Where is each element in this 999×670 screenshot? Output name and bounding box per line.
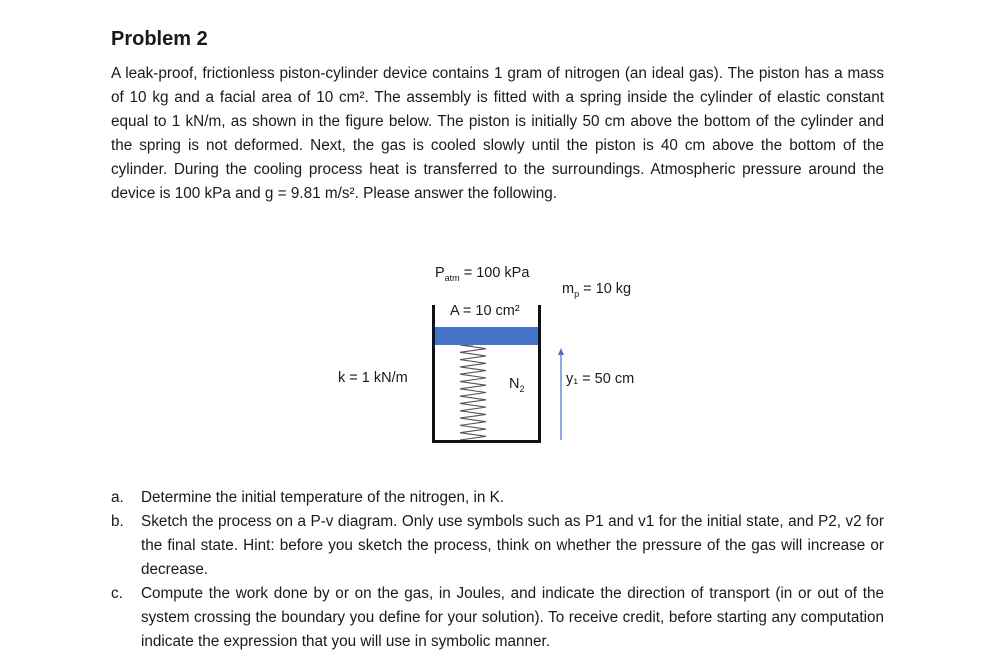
question-marker: b. [111,513,124,530]
spring-constant-label: k = 1 kN/m [338,370,408,386]
height-dimension-arrow-icon [558,348,572,440]
piston-cylinder-figure [330,258,670,448]
piston-area-label: A = 10 cm² [450,303,520,319]
piston [435,327,538,345]
initial-height-label: y₁ = 50 cm [566,371,635,387]
question-c [111,582,884,654]
gas-label: $N_2$ [509,376,525,394]
question-marker: a. [111,489,124,506]
question-text: Compute the work done by or on the gas, in Joules, and indicate the direction of transport (in or out of the system crossing the boundary you define for your solution). To receive credit, before starting any computation indicate the expression that you will use in symbolic manner. [141,585,884,650]
question-text: Sketch the process on a P-v diagram. Only use symbols such as P1 and v1 for the initial state, and P2, v2 for the final state. Hint: before you sketch the process, think on whether the pressure of the gas will increase or decrease. [141,513,884,578]
piston-mass-label: $m_p = 10$ kg [562,281,632,299]
problem-statement: A leak-proof, frictionless piston-cylinder device contains 1 gram of nitrogen (an ideal gas). The piston has a mass of 10 kg and a facial area of 10 cm². The assembly is fitted with a spring inside the cylinder of elastic constant equal to 1 kN/m, as shown in the figure below. The piston is initially 50 cm above the bottom of the cylinder and the spring is not deformed. Next, the gas is cooled slowly until the piston is 40 cm above the bottom of the cylinder. During the cooling process heat is transferred to the surroundings. Atmospheric pressure around the device is 100 kPa and g = 9.81 m/s². Please answer the following. [111,65,884,202]
problem-title: Problem 2 [111,28,208,50]
spring-icon [458,345,488,440]
question-a [111,486,884,510]
cylinder [432,305,541,443]
question-b [111,510,884,582]
question-list [111,486,884,654]
atmospheric-pressure-label: $P_{atm} = 100$ kPa [435,265,530,283]
question-marker: c. [111,585,123,602]
question-text: Determine the initial temperature of the nitrogen, in K. [141,489,505,506]
